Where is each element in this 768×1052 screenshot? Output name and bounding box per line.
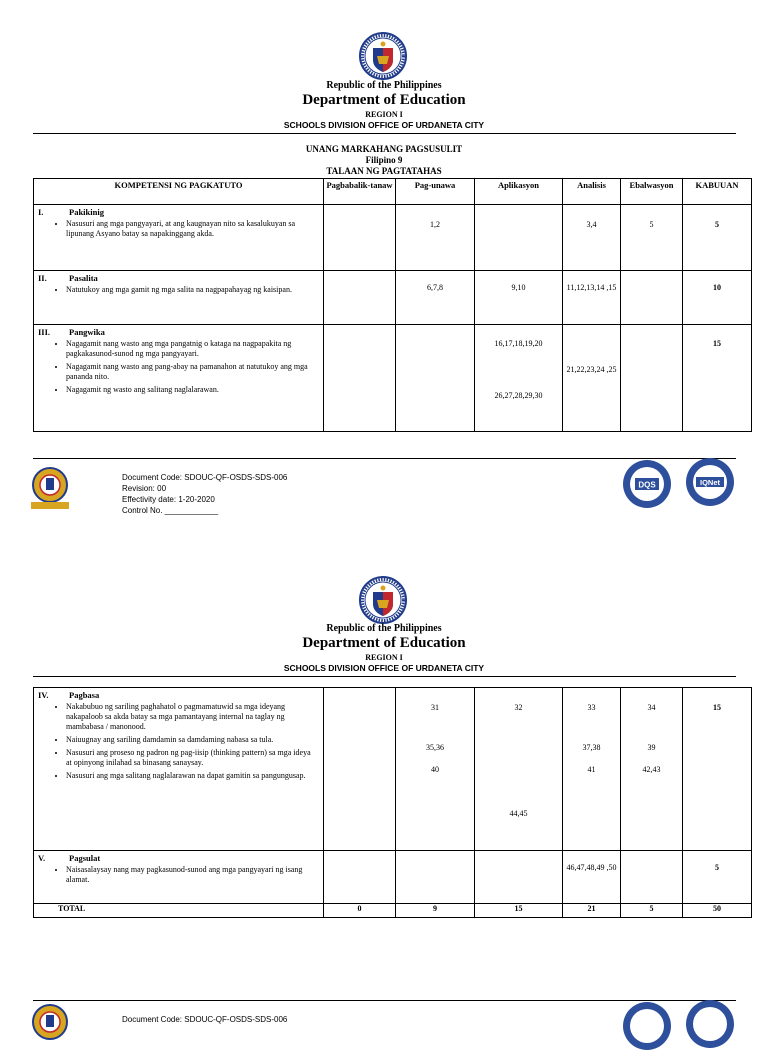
application-cell: 32 44,45 [475, 688, 563, 851]
competency-cell [34, 688, 324, 851]
header-rule [33, 676, 736, 677]
region-text: REGION I [365, 653, 403, 662]
understanding-cell [396, 851, 475, 904]
analysis-cell: 46,47,48,49 ,50 [563, 851, 621, 904]
list-item: • Naiuugnay ang sariling damdamin sa damdaming nabasa sa tula. [66, 735, 317, 745]
total-recall: 0 [324, 904, 396, 918]
recall-cell [324, 325, 396, 432]
total-cell: 15 [683, 688, 752, 851]
total-analysis: 21 [563, 904, 621, 918]
understanding-cell: 1,2 [396, 205, 475, 271]
evaluation-cell: 5 [621, 205, 683, 271]
tos-table-page-1 [33, 178, 752, 432]
table-row [34, 688, 752, 851]
division-text: SCHOOLS DIVISION OFFICE OF URDANETA CITY [283, 663, 485, 673]
section-number: V. [38, 853, 46, 863]
col-recall: Pagbabalik-tanaw [324, 179, 396, 205]
section-name: Pangwika [69, 327, 105, 337]
list-item: • Natutukoy ang mga gamit ng mga salita na nagpapahayag ng kaisipan. [66, 285, 317, 295]
total-label: TOTAL [34, 904, 324, 918]
evaluation-cell [621, 325, 683, 432]
analysis-cell: 21,22,23,24 ,25 [563, 325, 621, 432]
republic-text: Republic of the Philippines [326, 80, 442, 91]
total-grand: 50 [683, 904, 752, 918]
region-text: REGION I [365, 110, 403, 119]
list-item: • Nagagamit nang wasto ang pang-abay na pamanahon at natutukoy ang mga pananda nito. [66, 362, 317, 382]
list-item: • Nasusuri ang mga salitang naglalarawan na dapat gamitin sa pangungusap. [66, 771, 317, 781]
iqnet-certified-icon [684, 456, 736, 508]
evaluation-cell: 34 39 42,43 [621, 688, 683, 851]
total-application: 15 [475, 904, 563, 918]
col-evaluation: Ebalwasyon [621, 179, 683, 205]
total-evaluation: 5 [621, 904, 683, 918]
recall-cell [324, 205, 396, 271]
col-application: Aplikasyon [475, 179, 563, 205]
tos-table-page-2 [33, 687, 752, 918]
application-cell [475, 851, 563, 904]
list-item: • Nasusuri ang proseso ng padron ng pag-iisip (thinking pattern) sa mga ideya at opinyong inilahad sa binasang sanaysay. [66, 748, 317, 768]
recall-cell [324, 688, 396, 851]
total-cell: 10 [683, 271, 752, 325]
col-understanding: Pag-unawa [396, 179, 475, 205]
control-no: Control No. ____________ [122, 506, 219, 515]
section-number: III. [38, 327, 51, 337]
application-cell: 9,10 [475, 271, 563, 325]
understanding-cell: 31 35,36 40 [396, 688, 475, 851]
list-item: • Naisasalaysay nang may pagkasunod-sunod ang mga pangyayari ng isang alamat. [66, 865, 317, 885]
document-control-block [122, 1014, 287, 1025]
col-total: KABUUAN [683, 179, 752, 205]
col-analysis: Analisis [563, 179, 621, 205]
svg-text:IQNet: IQNet [699, 478, 721, 487]
evaluation-cell [621, 271, 683, 325]
table-row [34, 271, 752, 325]
col-competency: KOMPETENSI NG PAGKATUTO [34, 179, 324, 205]
total-cell: 5 [683, 205, 752, 271]
table-row [34, 325, 752, 432]
section-number: II. [38, 273, 47, 283]
list-item: • Nakabubuo ng sariling paghahatol o pagmamatuwid sa mga ideyang nakapaloob sa akda batay sa mga pamantayang internal na taglay ng mambabasa / manonood. [66, 702, 317, 732]
competency-cell [34, 271, 324, 325]
department-title: Department of Education [302, 92, 466, 108]
table-header-row [34, 179, 752, 205]
dqs-certification-icon [621, 458, 673, 510]
deped-seal-icon [359, 576, 407, 624]
svg-text:DQS: DQS [638, 480, 656, 490]
analysis-cell: 33 37,38 41 [563, 688, 621, 851]
total-understanding: 9 [396, 904, 475, 918]
recall-cell [324, 271, 396, 325]
effectivity-date: Effectivity date: 1-20-2020 [122, 495, 215, 504]
competency-cell [34, 851, 324, 904]
section-name: Pasalita [69, 273, 98, 283]
subject-title: Filipino 9 [365, 155, 403, 165]
understanding-cell: 6,7,8 [396, 271, 475, 325]
total-cell: 5 [683, 851, 752, 904]
competency-cell [34, 205, 324, 271]
document-control-block [122, 472, 287, 516]
section-number: I. [38, 207, 44, 217]
section-number: IV. [38, 690, 49, 700]
list-item: • Nagagamit ng wasto ang salitang naglalarawan. [66, 385, 317, 395]
competency-cell [34, 325, 324, 432]
iso-9001-certified-icon [27, 465, 73, 511]
analysis-cell: 11,12,13,14 ,15 [563, 271, 621, 325]
list-item: • Nagagamit nang wasto ang mga pangatnig o kataga na nagpapakita ng pagkakasunod-sunod ng mga pangyayari. [66, 339, 317, 359]
section-name: Pagbasa [69, 690, 100, 700]
totals-row [34, 904, 752, 918]
iso-9001-certified-icon [27, 1002, 73, 1048]
republic-text: Republic of the Philippines [326, 623, 442, 634]
doc-code: Document Code: SDOUC-QF-OSDS-SDS-006 [122, 473, 288, 482]
department-title: Department of Education [302, 635, 466, 651]
application-cell [475, 205, 563, 271]
evaluation-cell [621, 851, 683, 904]
analysis-cell: 3,4 [563, 205, 621, 271]
section-name: Pakikinig [69, 207, 104, 217]
table-row [34, 851, 752, 904]
header-rule [33, 133, 736, 134]
understanding-cell [396, 325, 475, 432]
list-item: • Nasusuri ang mga pangyayari, at ang kaugnayan nito sa kasalukuyan sa lipunang Asyano batay sa napakinggang akda. [66, 219, 317, 239]
revision: Revision: 00 [122, 484, 167, 493]
division-text: SCHOOLS DIVISION OFFICE OF URDANETA CITY [283, 120, 485, 130]
dqs-certification-icon [621, 1000, 673, 1052]
total-cell: 15 [683, 325, 752, 432]
recall-cell [324, 851, 396, 904]
section-name: Pagsulat [69, 853, 101, 863]
iqnet-certified-icon [684, 998, 736, 1050]
doc-code: Document Code: SDOUC-QF-OSDS-SDS-006 [122, 1015, 288, 1024]
table-title: TALAAN NG PAGTATAHAS [326, 166, 442, 176]
exam-title: UNANG MARKAHANG PAGSUSULIT [305, 144, 463, 154]
table-row [34, 205, 752, 271]
deped-seal-icon [359, 32, 407, 80]
application-cell: 16,17,18,19,20 26,27,28,29,30 [475, 325, 563, 432]
